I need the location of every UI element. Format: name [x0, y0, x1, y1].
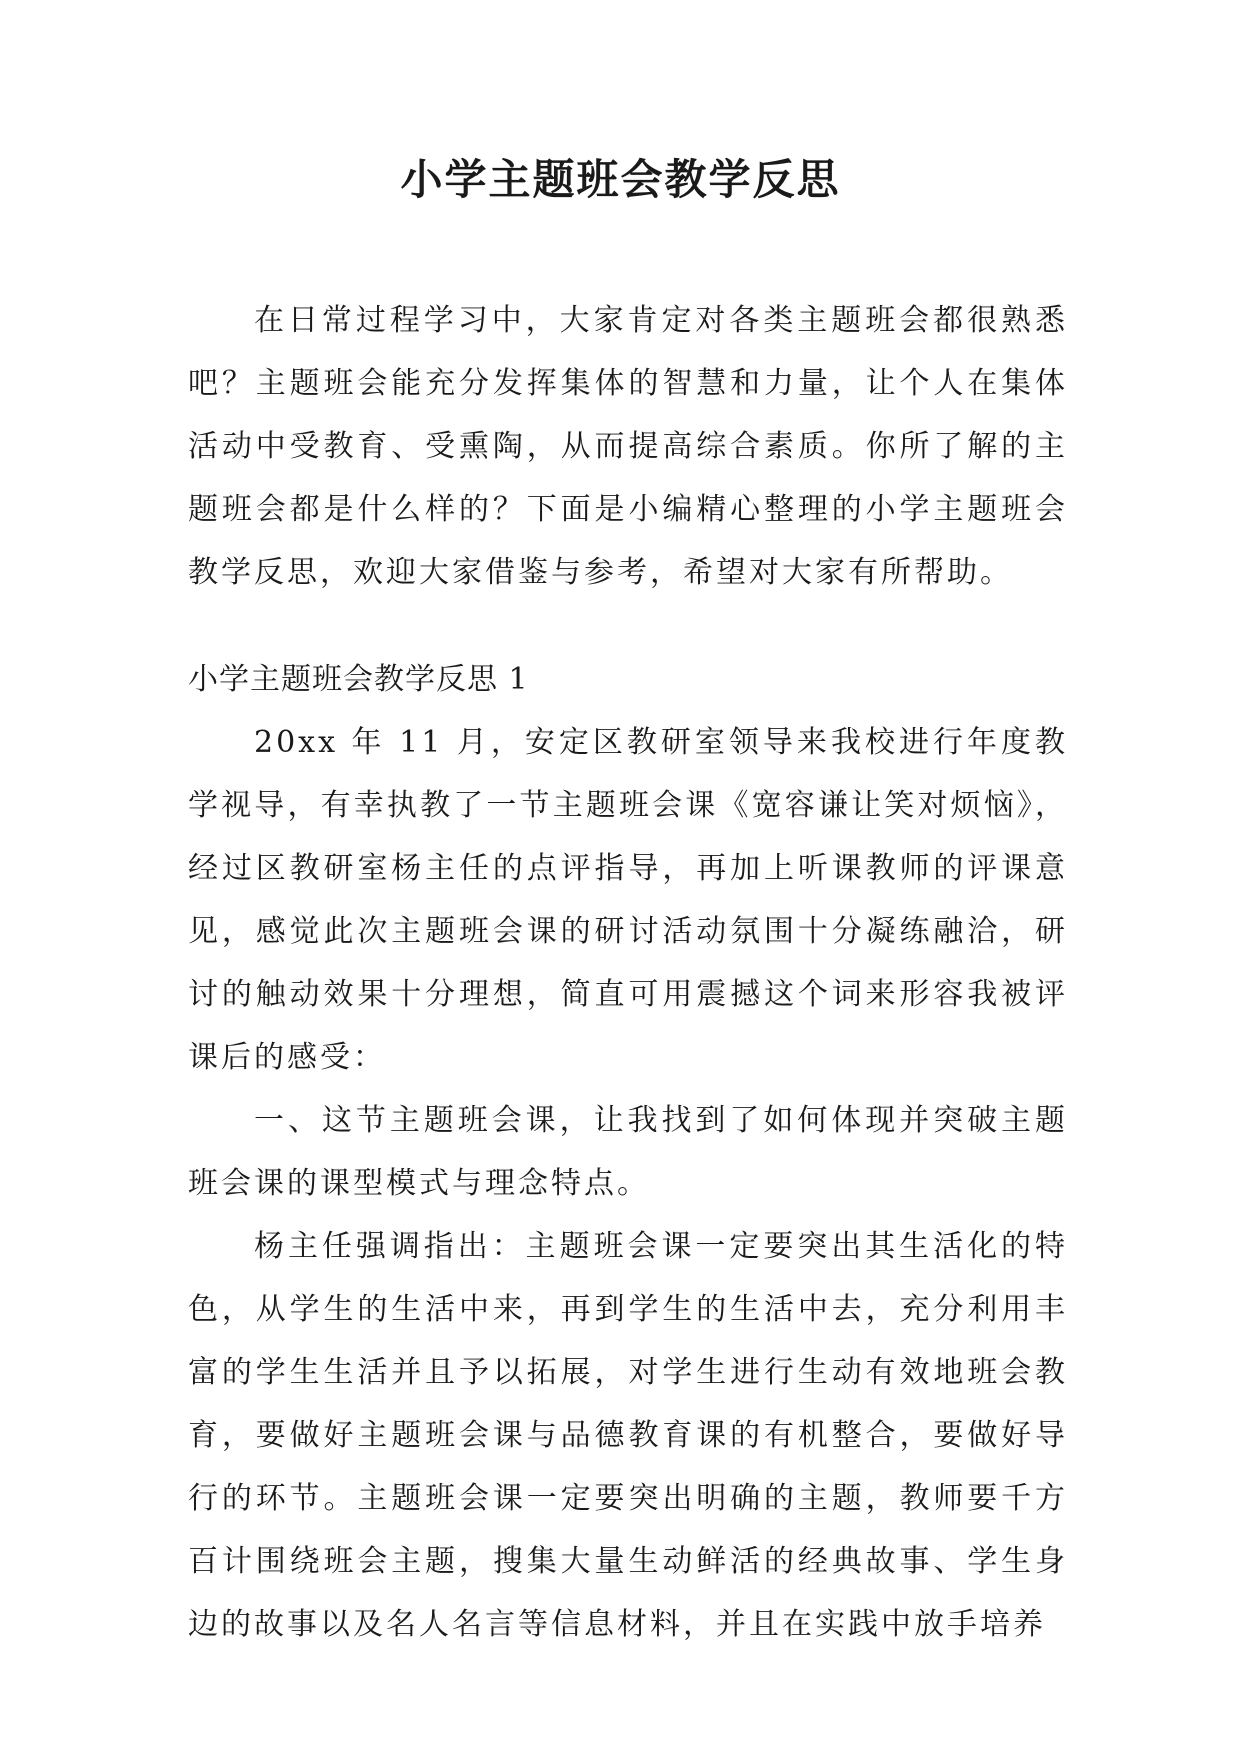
- intro-paragraph: 在日常过程学习中，大家肯定对各类主题班会都很熟悉吧？主题班会能充分发挥集体的智慧和力量，让个人在集体活动中受教育、受熏陶，从而提高综合素质。你所了解的主题班会都是什么样的？下面是小编精心整理的小学主题班会教学反思，欢迎大家借鉴与参考，希望对大家有所帮助。: [188, 303, 1068, 590]
- document-body: [188, 289, 1068, 1656]
- section1-paragraph-3: 杨主任强调指出：主题班会课一定要突出其生活化的特色，从学生的生活中来，再到学生的生活中去，充分利用丰富的学生生活并且予以拓展，对学生进行生动有效地班会教育，要做好主题班会课与品德教育课的有机整合，要做好导行的环节。主题班会课一定要突出明确的主题，教师要千方百计围绕班会主题，搜集大量生动鲜活的经典故事、学生身边的故事以及名人名言等信息材料，并且在实践中放手培养: [188, 1229, 1068, 1642]
- section1-paragraph-2: 一、这节主题班会课，让我找到了如何体现并突破主题班会课的课型模式与理念特点。: [188, 1103, 1068, 1201]
- section1-paragraph-1: 20xx 年 11 月，安定区教研室领导来我校进行年度教学视导，有幸执教了一节主题班会课《宽容谦让笑对烦恼》，经过区教研室杨主任的点评指导，再加上听课教师的评课意见，感觉此次主题班会课的研讨活动氛围十分凝练融洽，研讨的触动效果十分理想，简直可用震撼这个词来形容我被评课后的感受：: [188, 725, 1068, 1075]
- document-title: 小学主题班会教学反思: [400, 155, 841, 204]
- section-heading-1: 小学主题班会教学反思 1: [188, 662, 529, 697]
